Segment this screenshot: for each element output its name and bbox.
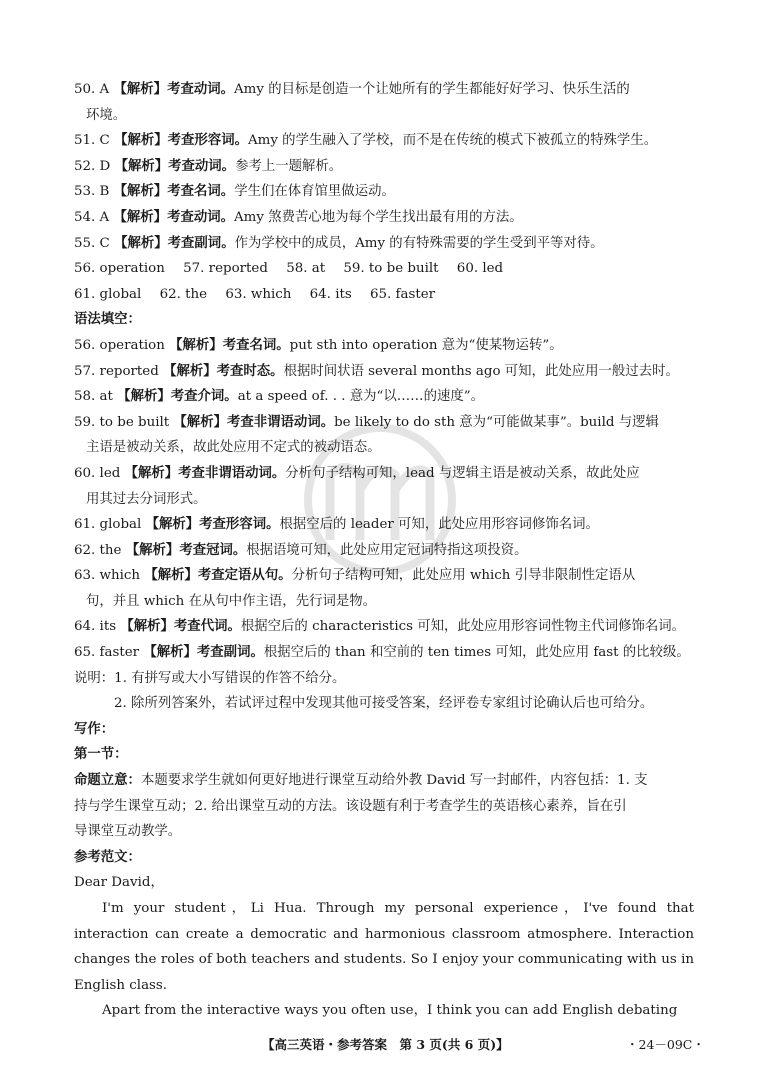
analysis-continuation: 用其过去分词形式。 bbox=[86, 491, 207, 507]
analysis-continuation: 环境。 bbox=[86, 107, 127, 123]
grammar-heading: 语法填空： bbox=[74, 311, 141, 328]
writing-heading: 写作： bbox=[74, 720, 115, 737]
analysis-tag: 【解析】 bbox=[145, 516, 200, 533]
answer-number: 51. C bbox=[74, 133, 110, 149]
letter-paragraph-2: Apart from the interactive ways you often use，I think you can add English debating bbox=[102, 1003, 678, 1019]
analysis-text: at a speed of. . . 意为“以……的速度”。 bbox=[237, 389, 484, 405]
answer-number: 60. led bbox=[74, 465, 121, 481]
analysis-keyword: 考查定语从句。 bbox=[197, 567, 292, 584]
answer-number: 56. operation bbox=[74, 337, 165, 353]
analysis-text: 根据空后的 characteristics 可知，此处应用形容词性物主代词修饰名词。 bbox=[240, 619, 686, 635]
analysis-tag: 【解析】 bbox=[113, 81, 168, 97]
answer-item bbox=[74, 384, 694, 410]
letter-salutation: Dear David， bbox=[74, 875, 164, 891]
analysis-tag: 【解析】 bbox=[114, 132, 168, 149]
analysis-text: 根据空后的 leader 可知，此处应用形容词修饰名词。 bbox=[279, 517, 599, 533]
analysis-keyword: 考查副词。 bbox=[167, 234, 235, 251]
answer-number: 59. to be built bbox=[74, 414, 170, 430]
analysis-keyword: 考查副词。 bbox=[196, 644, 264, 661]
analysis-keyword: 考查冠词。 bbox=[179, 541, 247, 558]
answer-item bbox=[74, 359, 694, 385]
analysis-keyword: 考查动词。 bbox=[167, 208, 235, 225]
answer-item bbox=[74, 128, 694, 154]
answer-number: 52. D bbox=[74, 158, 111, 174]
answer-number: 58. at bbox=[74, 389, 113, 405]
analysis-keyword: 考查动词。 bbox=[167, 81, 235, 97]
answer-number: 55. C bbox=[74, 235, 110, 251]
answer-item bbox=[74, 77, 694, 103]
analysis-continuation: 句，并且 which 在从句中作主语，先行词是物。 bbox=[86, 593, 377, 609]
intent-label: 命题立意： bbox=[74, 772, 141, 789]
analysis-text: 分析句子结构可知，lead 与逻辑主语是被动关系，故此处应 bbox=[285, 465, 640, 481]
answer-number: 62. the bbox=[74, 542, 122, 558]
analysis-text: Amy 的学生融入了学校，而不是在传统的模式下被孤立的特殊学生。 bbox=[247, 133, 658, 149]
answer-item bbox=[74, 205, 694, 231]
answer-item bbox=[74, 154, 694, 180]
answer-number: 65. faster bbox=[74, 645, 140, 661]
answer-number: 61. global bbox=[74, 517, 142, 533]
analysis-keyword: 考查时态。 bbox=[216, 362, 284, 379]
answer-number: 64. its bbox=[74, 619, 117, 635]
letter-paragraph-1: I'm your student，Li Hua. Through my personal experience，I've found that interaction can create a democratic and harmonious classroom atmosphere. Interaction changes the roles of both teachers and students. So I enjoy your communicating with us in English class. bbox=[74, 901, 694, 993]
analysis-tag: 【解析】 bbox=[143, 644, 197, 661]
analysis-text: put sth into operation 意为“使某物运转”。 bbox=[289, 337, 563, 353]
analysis-text: 学生们在体育馆里做运动。 bbox=[234, 184, 395, 200]
answer-item bbox=[74, 640, 694, 666]
analysis-keyword: 考查介词。 bbox=[170, 388, 238, 405]
analysis-continuation: 主语是被动关系，故此处应用不定式的被动语态。 bbox=[86, 440, 381, 456]
answer-item bbox=[74, 538, 694, 564]
answer-number: 54. A bbox=[74, 209, 110, 225]
answer-number: 63. which bbox=[74, 568, 141, 584]
analysis-text: 分析句子结构可知，此处应用 which 引导非限制性定语从 bbox=[291, 568, 636, 584]
analysis-keyword: 考查动词。 bbox=[168, 157, 236, 174]
analysis-tag: 【解析】 bbox=[163, 362, 217, 379]
answer-item bbox=[74, 563, 694, 589]
answer-item bbox=[74, 614, 694, 640]
answer-number: 53. B bbox=[74, 184, 110, 200]
analysis-tag: 【解析】 bbox=[120, 618, 174, 635]
intent-line-3: 导课堂互动教学。 bbox=[74, 824, 182, 840]
notes-line-1: 说明：1. 有拼写或大小写错误的作答不给分。 bbox=[74, 670, 346, 686]
answer-item bbox=[74, 512, 694, 538]
analysis-text: be likely to do sth 意为“可能做某事”。build 与逻辑 bbox=[334, 414, 659, 430]
answer-content bbox=[74, 77, 694, 1024]
sample-heading: 参考范文： bbox=[74, 848, 141, 865]
intent-line-2: 持与学生课堂互动；2. 给出课堂互动的方法。该设题有利于考查学生的英语核心素养，旨在引 bbox=[74, 798, 627, 814]
analysis-text: 根据空后的 than 和空前的 ten times 可知，此处应用 fast 的比较级。 bbox=[263, 645, 690, 661]
answer-number: 57. reported bbox=[74, 363, 159, 379]
analysis-tag: 【解析】 bbox=[117, 388, 171, 405]
analysis-keyword: 考查名词。 bbox=[222, 336, 290, 353]
answer-key-row-1: 56. operation 57. reported 58. at 59. to be built 60. led bbox=[74, 261, 504, 277]
analysis-tag: 【解析】 bbox=[173, 413, 227, 430]
analysis-tag: 【解析】 bbox=[169, 336, 223, 353]
answer-item bbox=[74, 410, 694, 436]
analysis-tag: 【解析】 bbox=[114, 157, 169, 174]
answer-item bbox=[74, 333, 694, 359]
analysis-tag: 【解析】 bbox=[114, 234, 168, 251]
analysis-tag: 【解析】 bbox=[124, 464, 179, 481]
intent-line-1: 命题立意：本题要求学生就如何更好地进行课堂互动给外教 David 写一封邮件，内容包括：1. 支 bbox=[74, 772, 648, 789]
analysis-text: 参考上一题解析。 bbox=[235, 158, 343, 174]
answer-item bbox=[74, 461, 694, 487]
analysis-keyword: 考查名词。 bbox=[167, 183, 235, 200]
analysis-tag: 【解析】 bbox=[144, 567, 198, 584]
analysis-text: Amy 的目标是创造一个让她所有的学生都能好好学习、快乐生活的 bbox=[234, 82, 630, 97]
analysis-text: 根据语境可知，此处应用定冠词特指这项投资。 bbox=[246, 542, 528, 558]
analysis-tag: 【解析】 bbox=[125, 541, 180, 558]
analysis-text: Amy 煞费苦心地为每个学生找出最有用的方法。 bbox=[234, 209, 523, 225]
footer-title: 【高三英语・参考答案 第 3 页(共 6 页)】 bbox=[262, 1037, 509, 1052]
grammar-answers bbox=[74, 333, 694, 666]
analysis-keyword: 考查非谓语动词。 bbox=[226, 413, 335, 430]
analysis-text: 根据时间状语 several months ago 可知，此处应用一般过去时。 bbox=[283, 363, 679, 379]
analysis-keyword: 考查代词。 bbox=[173, 618, 241, 635]
answer-key-row-2: 61. global 62. the 63. which 64. its 65. faster bbox=[74, 286, 436, 302]
section-1-heading: 第一节： bbox=[74, 746, 128, 763]
analysis-tag: 【解析】 bbox=[113, 208, 168, 225]
notes-line-2: 2. 除所列答案外，若试评过程中发现其他可接受答案，经评卷专家组讨论确认后也可给分。 bbox=[114, 696, 654, 712]
analysis-keyword: 考查形容词。 bbox=[167, 132, 248, 149]
answer-item bbox=[74, 179, 694, 205]
analysis-keyword: 考查非谓语动词。 bbox=[178, 464, 286, 481]
footer-code: ・24－09C・ bbox=[626, 1037, 705, 1052]
answer-number: 50. A bbox=[74, 82, 110, 97]
answer-item bbox=[74, 231, 694, 257]
analysis-text: 作为学校中的成员，Amy 的有特殊需要的学生受到平等对待。 bbox=[234, 235, 604, 251]
reading-answers bbox=[74, 77, 694, 256]
analysis-tag: 【解析】 bbox=[113, 183, 168, 200]
analysis-keyword: 考查形容词。 bbox=[199, 516, 280, 533]
